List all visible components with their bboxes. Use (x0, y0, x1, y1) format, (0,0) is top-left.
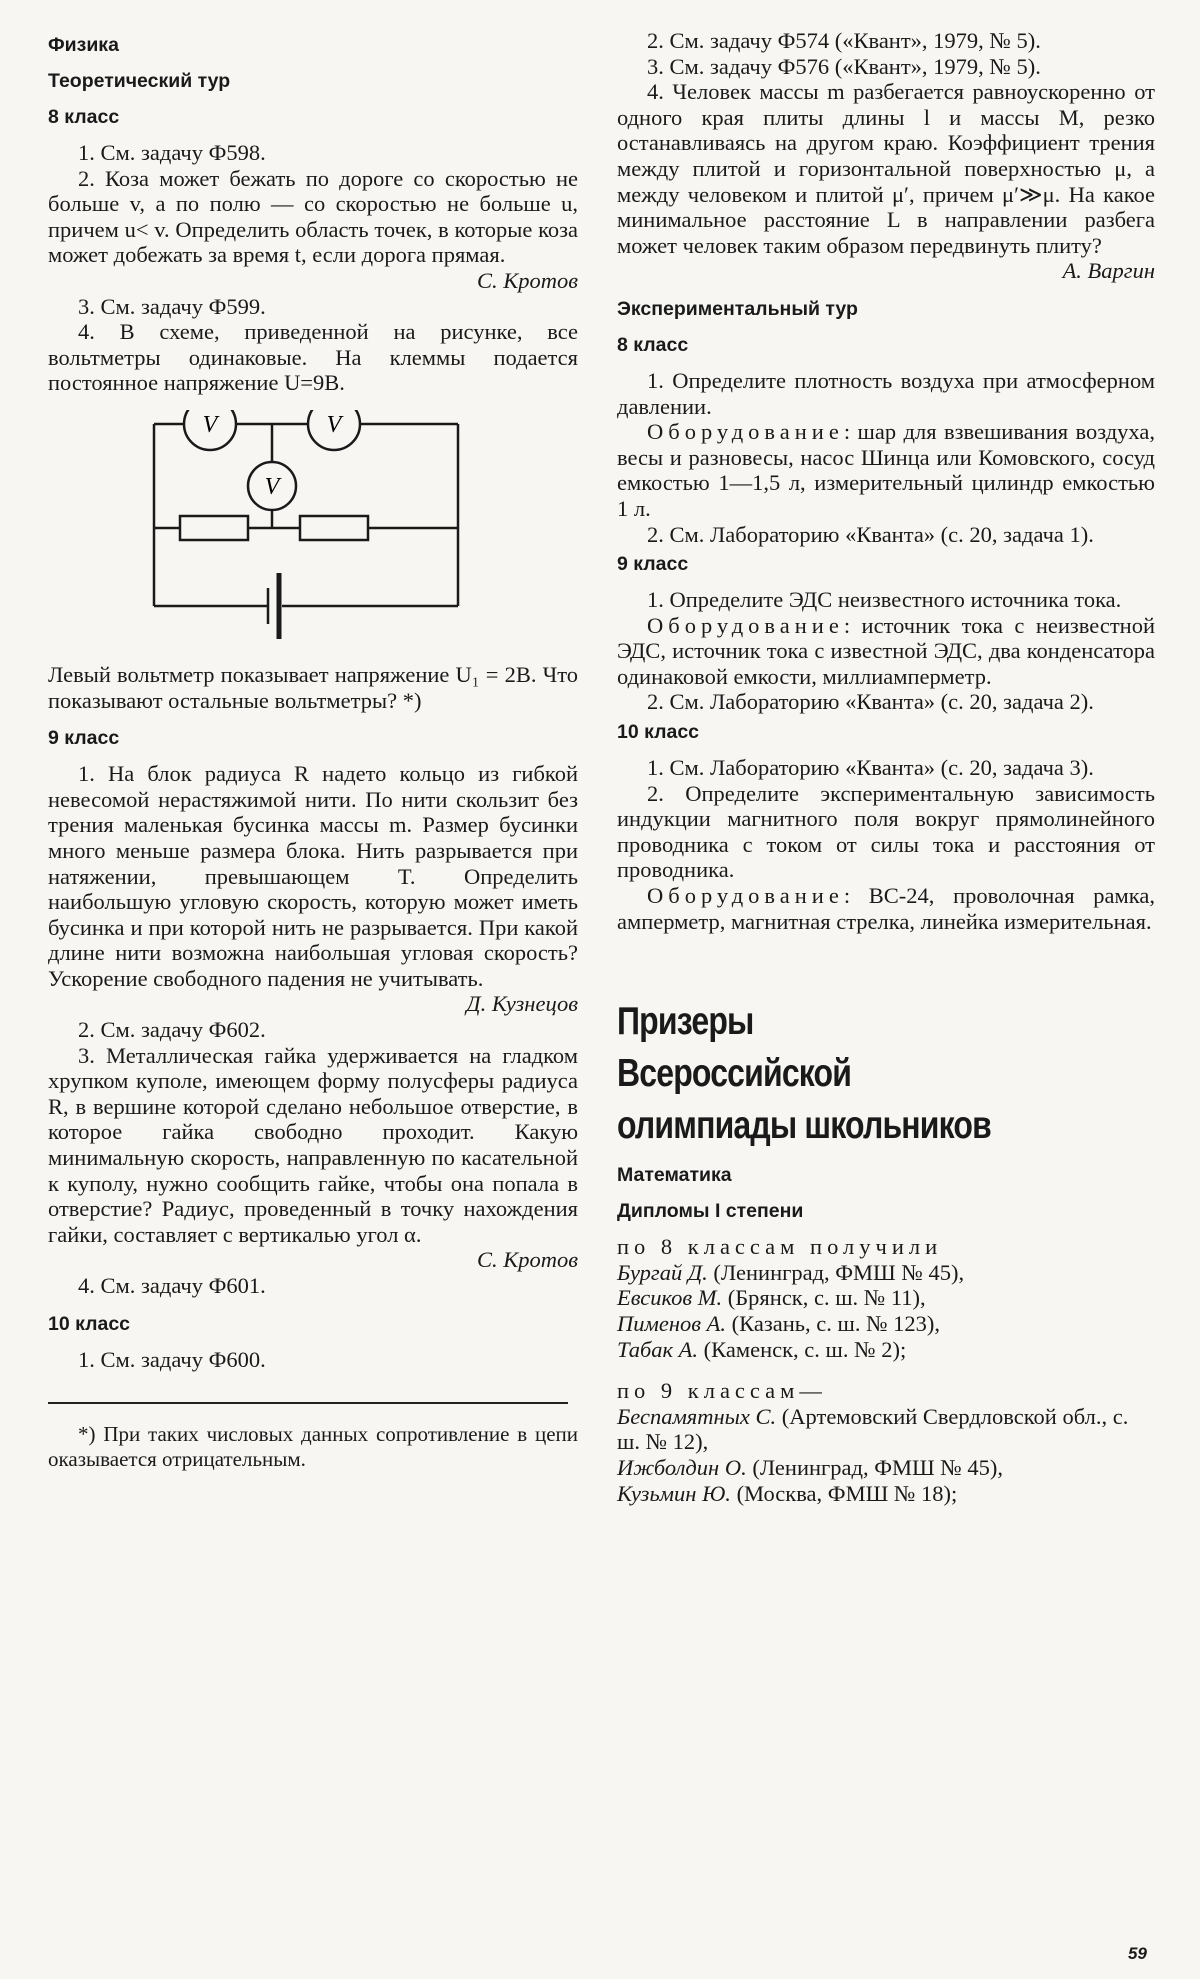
winner-place: (Москва, ФМШ № 18); (730, 1480, 958, 1506)
winner-name: Беспамятных С. (617, 1403, 777, 1429)
problem-text: 1. См. задачу Ф598. (78, 140, 266, 165)
equipment-word: Оборудование (647, 883, 844, 909)
winner-entry (617, 1260, 1155, 1286)
voltmeter-label: V (202, 411, 218, 438)
winner-name: Евсиков М. (617, 1285, 723, 1311)
equipment-word: Оборудование (647, 419, 844, 445)
winner-name: Табак А. (617, 1336, 699, 1362)
winner-place: (Казань, с. ш. № 123), (726, 1311, 941, 1336)
voltmeter-label: V (264, 473, 280, 500)
grade-8-heading: 8 класс (48, 106, 120, 128)
grade-10-heading: 10 класс (48, 1312, 131, 1335)
problem-text: 2. Определите экспериментальную зависимость индукции магнитного поля вокруг прямолинейного проводника с током от силы тока и расстояния от проводника. (617, 780, 1155, 883)
problem-text: 3. См. задачу Ф576 («Квант», 1979, № 5). (647, 53, 1041, 79)
problem-text: 1. На блок радиуса R надето кольцо из гибкой невесомой нерастяжимой нити. По нити скользит без трения маленькая бусинка массы m. Размер бусинки много меньше размера блока. Нить разрывается при натяжении, превышающем T. Определить наибольшую угловую скорость, которую может иметь бусинка и при которой нить не разрывается. При какой длине нити возможна наибольшая угловая скорость? Ускорение свободного падения не учитывать. (48, 761, 578, 991)
grade-9-heading: 9 класс (48, 727, 120, 750)
winner-name: Кузьмин Ю. (617, 1480, 731, 1506)
winner-entry (617, 1311, 1155, 1337)
winner-entry (617, 1481, 1155, 1507)
problem-text: 2. Коза может бежать по дороге со скоростью не больше v, а по полю — со скоростью не больше u, причем u< v. Определить область точек, в которые коза может добежать за время t, если дорога прямая. (48, 165, 578, 268)
footnote: *) При таких числовых данных сопротивление в цепи оказывается отрицательным. (48, 1422, 578, 1472)
subject-heading: Математика (617, 1164, 732, 1187)
problem-text: 2. См. задачу Ф574 («Квант», 1979, № 5). (647, 28, 1041, 53)
winner-entry (617, 1404, 1155, 1455)
author: А. Варгин (1062, 258, 1155, 284)
winner-place: (Каменск, с. ш. № 2); (698, 1336, 907, 1362)
problem-text: 1. Определите ЭДС неизвестного источника тока. (647, 587, 1122, 613)
winner-place: (Ленинград, ФМШ № 45), (707, 1259, 965, 1285)
problem-text: 4. См. задачу Ф601. (78, 1273, 266, 1298)
grade-group: по 8 классам получили (617, 1234, 943, 1260)
diploma-heading: Дипломы I степени (617, 1200, 804, 1223)
problem-text: 1. Определите плотность воздуха при атмосферном давлении. (617, 367, 1155, 419)
problem-text: 3. Металлическая гайка удерживается на гладком хрупком куполе, имеющем форму полусферы радиуса R, в вершине которой сделано небольшое отверстие, в которое гайка свободно проходит. Какую минимальную скорость, направленную по касательной к куполу, нужно сообщить гайке, чтобы она попала в отверстие? Радиус, проведенный в точку нахождения гайки, составляет с вертикалью угол α. (48, 1042, 578, 1247)
left-column (48, 28, 578, 1472)
author: С. Кротов (477, 1247, 578, 1273)
winner-place: (Брянск, с. ш. № 11), (722, 1285, 926, 1311)
winners-list-9 (617, 1404, 1155, 1506)
problem-text: 2. См. задачу Ф602. (78, 1017, 266, 1043)
circuit-diagram (146, 410, 466, 650)
grade-8-heading: 8 класс (617, 333, 689, 356)
footnote-rule (48, 1402, 568, 1404)
grade-9-heading: 9 класс (617, 553, 689, 576)
winners-list-8 (617, 1260, 1155, 1362)
winner-name: Бургай Д. (617, 1259, 708, 1285)
problem-text: 3. См. задачу Ф599. (78, 293, 266, 319)
problem-text: 2. См. Лабораторию «Кванта» (с. 20, задача 1). (647, 521, 1094, 547)
equipment-list: : шар для взвешивания воздуха, весы и разновесы, насос Шинца или Комовского, сосуд емкостью 1—1,5 л, измерительный цилиндр емкостью 1 л. (617, 419, 1155, 521)
author: С. Кротов (477, 267, 578, 293)
winner-name: Ижболдин О. (617, 1454, 747, 1480)
winner-name: Пименов А. (617, 1311, 727, 1336)
winner-entry (617, 1285, 1155, 1311)
problem-text: 1. См. Лабораторию «Кванта» (с. 20, задача 3). (647, 755, 1094, 781)
winner-place: (Ленинград, ФМШ № 45), (746, 1454, 1004, 1480)
winner-entry (617, 1337, 1155, 1363)
equipment-list: : ВС-24, проволочная рамка, амперметр, магнитная стрелка, линейка измерительная. (617, 883, 1155, 934)
problem-text: 2. См. Лабораторию «Кванта» (с. 20, задача 2). (647, 689, 1094, 715)
winner-entry (617, 1455, 1155, 1481)
tour-heading: Теоретический тур (48, 70, 231, 92)
page-number: 59 (1128, 1944, 1147, 1963)
problem-text: 4. Человек массы m разбегается равноускоренно от одного края плиты длины l и массы M, резко останавливаясь на другом краю. Коэффициент трения между плитой и горизонтальной поверхностью μ, а между человеком и плитой μ′, причем μ′≫μ. На какое минимальное расстояние L в направлении разбега может человек таким образом передвинуть плиту? (617, 79, 1155, 258)
section-heading: Физика (48, 34, 119, 56)
equipment-text (617, 419, 1155, 521)
equipment-text (617, 613, 1155, 690)
problem-text: Левый вольтметр показывает напряжение U₁ = 2В. Что показывают остальные вольтметры? *) (48, 661, 578, 713)
experimental-tour-heading: Экспериментальный тур (617, 297, 858, 320)
article-title: Призеры (617, 1000, 754, 1044)
article-title: Всероссийской (617, 1052, 852, 1096)
voltmeter-label: V (326, 411, 342, 438)
right-column (617, 28, 1155, 1506)
equipment-text (617, 883, 1155, 934)
problem-text: 1. См. задачу Ф600. (78, 1346, 266, 1372)
problem-text: 4. В схеме, приведенной на рисунке, все вольтметры одинаковые. На клеммы подается постоянное напряжение U=9В. (48, 319, 578, 396)
grade-10-heading: 10 класс (617, 721, 700, 744)
winner-place: (Артемовский Свердловской обл., с. ш. № 12), (617, 1403, 1129, 1455)
author: Д. Кузнецов (466, 991, 578, 1017)
equipment-word: Оборудование (647, 612, 844, 638)
grade-group: по 9 классам— (617, 1378, 827, 1404)
equipment-list: : источник тока с неизвестной ЭДС, источник тока с известной ЭДС, два конденсатора одинаковой емкости, миллиамперметр. (617, 612, 1155, 689)
article-title: олимпиады школьников (617, 1104, 991, 1148)
